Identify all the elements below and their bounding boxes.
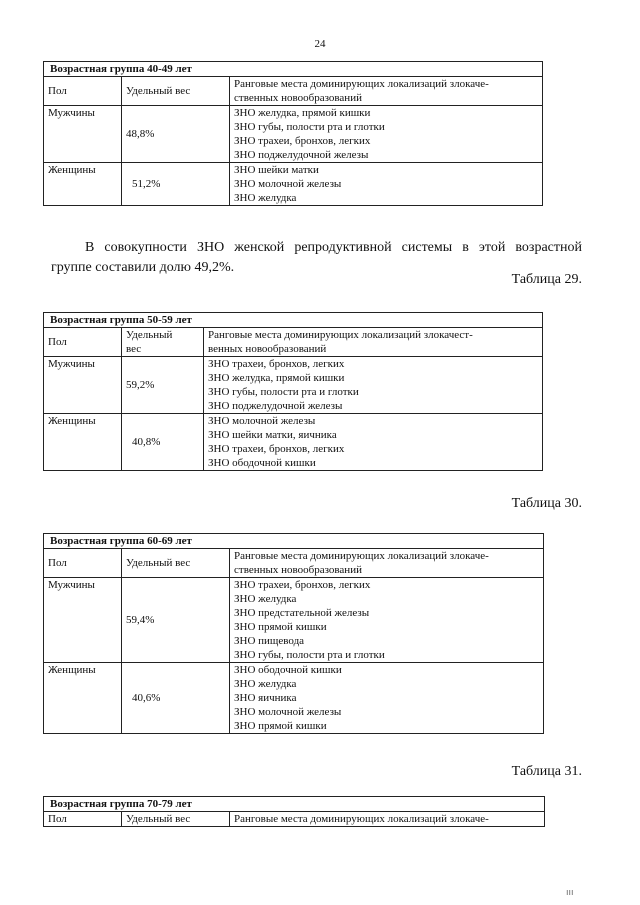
share-men: 48,8%: [122, 106, 230, 163]
rank-list-men: ЗНО трахеи, бронхов, легких ЗНО желудка, прямой кишки ЗНО губы, полости рта и глотки ЗНО поджелудочной железы: [204, 357, 543, 414]
table-row: [44, 578, 544, 663]
sex-women: Женщины: [44, 414, 122, 471]
sex-men: Мужчины: [44, 357, 122, 414]
rank-list-women: ЗНО ободочной кишки ЗНО желудка ЗНО яичника ЗНО молочной железы ЗНО прямой кишки: [230, 663, 544, 734]
age-group-title: Возрастная группа 40-49 лет: [44, 62, 543, 77]
header-sex: Пол: [44, 77, 122, 106]
caption-table-30: Таблица 30.: [511, 496, 582, 511]
share-men: 59,2%: [122, 357, 204, 414]
table-row: [44, 106, 543, 163]
share-women: 51,2%: [122, 163, 230, 206]
header-share: Удельный вес: [122, 549, 230, 578]
header-rank: Ранговые места доминирующих локализаций злокачест- венных новообразований: [204, 328, 543, 357]
sex-women: Женщины: [44, 163, 122, 206]
header-rank: Ранговые места доминирующих локализаций злокаче-: [230, 812, 545, 827]
share-men: 59,4%: [122, 578, 230, 663]
header-share: Удельный вес: [122, 328, 204, 357]
header-share: Удельный вес: [122, 77, 230, 106]
age-group-title: Возрастная группа 50-59 лет: [44, 313, 543, 328]
header-share: Удельный вес: [122, 812, 230, 827]
header-sex: Пол: [44, 812, 122, 827]
header-rank: Ранговые места доминирующих локализаций злокаче- ственных новообразований: [230, 77, 543, 106]
table-age-60-69: [43, 533, 544, 734]
rank-list-women: ЗНО шейки матки ЗНО молочной железы ЗНО желудка: [230, 163, 543, 206]
header-sex: Пол: [44, 549, 122, 578]
sex-men: Мужчины: [44, 578, 122, 663]
share-women: 40,8%: [122, 414, 204, 471]
share-women: 40,6%: [122, 663, 230, 734]
table-row: [44, 663, 544, 734]
paragraph-line: группе составили долю 49,2%.: [51, 260, 235, 275]
caption-table-31: Таблица 31.: [511, 764, 582, 779]
rank-list-women: ЗНО молочной железы ЗНО шейки матки, яичника ЗНО трахеи, бронхов, легких ЗНО ободочной кишки: [204, 414, 543, 471]
age-group-title: Возрастная группа 60-69 лет: [44, 534, 544, 549]
table-row: [44, 163, 543, 206]
paragraph-line: В совокупности ЗНО женской репродуктивной системы в этой возрастной: [85, 240, 582, 255]
caption-table-29: Таблица 29.: [511, 272, 582, 287]
corner-mark: ııı: [566, 888, 574, 898]
table-age-40-49: [43, 61, 543, 206]
table-row: [44, 414, 543, 471]
table-age-50-59: [43, 312, 543, 471]
paragraph: [51, 238, 582, 278]
sex-women: Женщины: [44, 663, 122, 734]
sex-men: Мужчины: [44, 106, 122, 163]
header-rank: Ранговые места доминирующих локализаций злокаче- ственных новообразований: [230, 549, 544, 578]
rank-list-men: ЗНО трахеи, бронхов, легких ЗНО желудка ЗНО предстательной железы ЗНО прямой кишки ЗНО пищевода ЗНО губы, полости рта и глотки: [230, 578, 544, 663]
table-row: [44, 357, 543, 414]
age-group-title: Возрастная группа 70-79 лет: [44, 797, 545, 812]
table-age-70-79: [43, 796, 545, 827]
rank-list-men: ЗНО желудка, прямой кишки ЗНО губы, полости рта и глотки ЗНО трахеи, бронхов, легких ЗНО поджелудочной железы: [230, 106, 543, 163]
page-number: 24: [314, 38, 326, 50]
header-sex: Пол: [44, 328, 122, 357]
